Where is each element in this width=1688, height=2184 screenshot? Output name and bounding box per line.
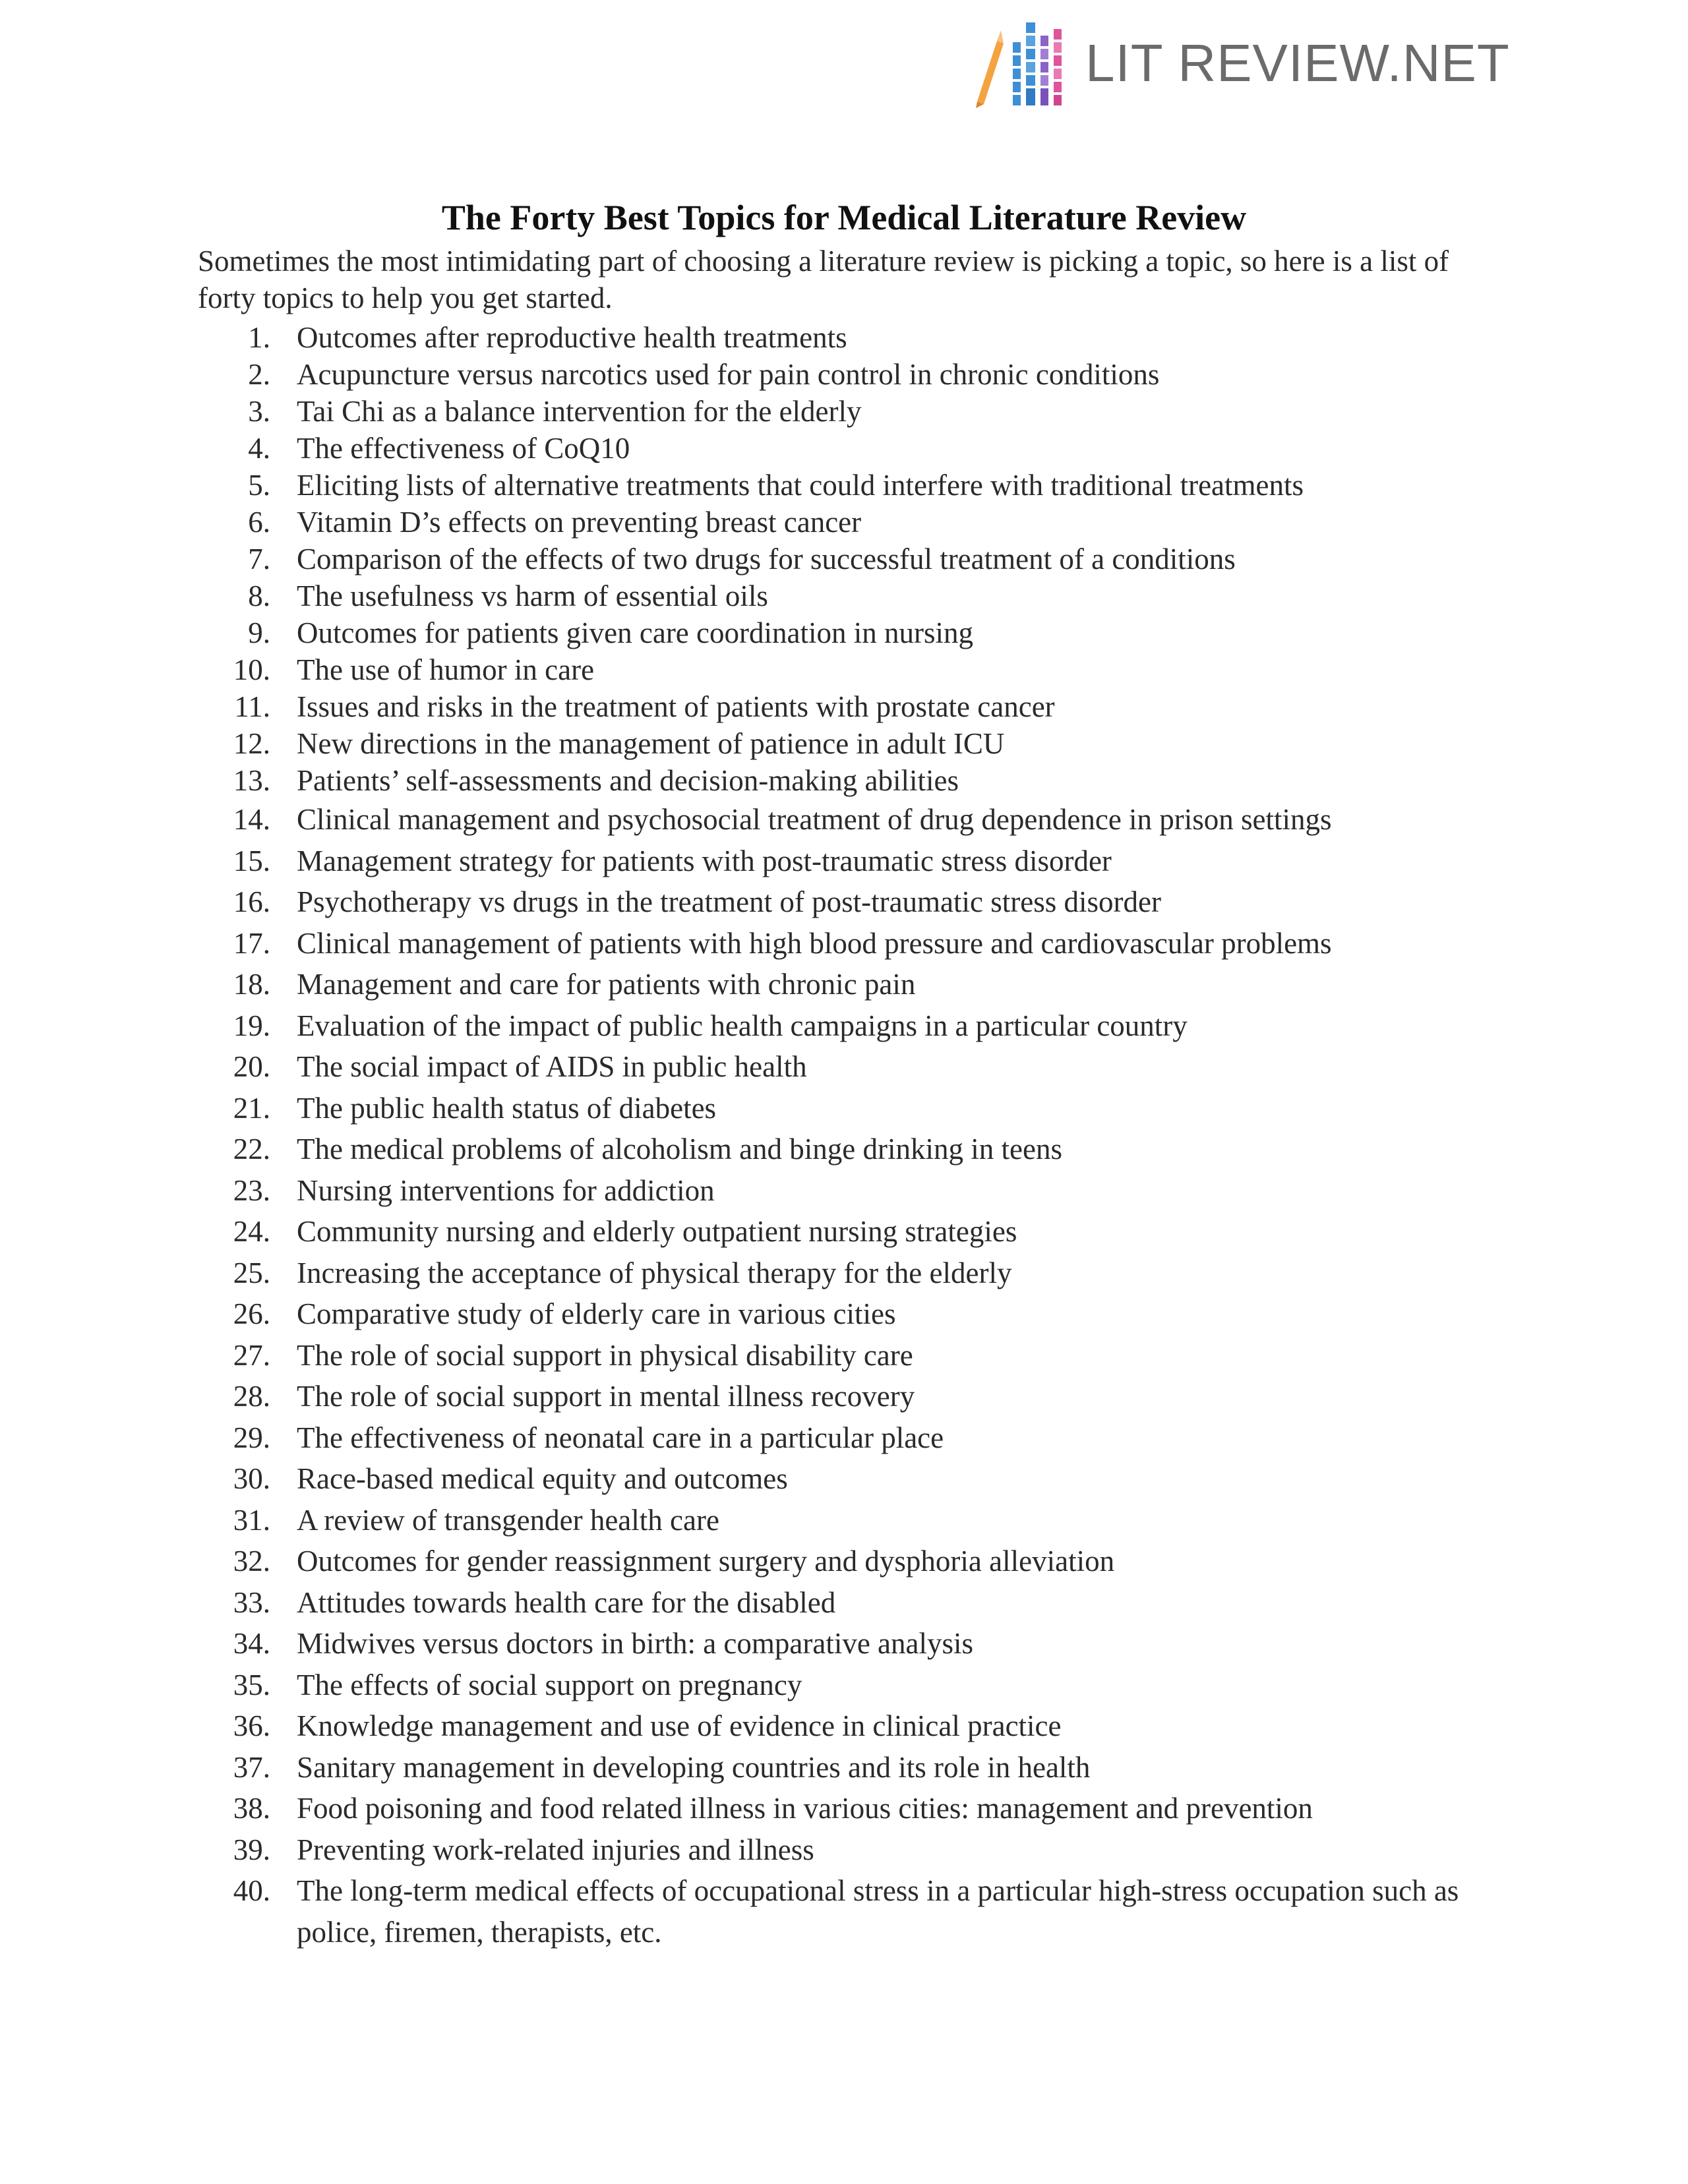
list-item-number: 31.: [233, 1503, 270, 1537]
list-item-number: 18.: [233, 968, 270, 1001]
list-item: [198, 1705, 1503, 1747]
list-item: [198, 614, 1503, 651]
list-item: [198, 1582, 1503, 1624]
list-item: [198, 393, 1503, 430]
list-item-text: The public health status of diabetes: [297, 1091, 717, 1125]
list-item-number: 34.: [233, 1627, 270, 1660]
site-logo[interactable]: [968, 17, 1510, 109]
list-item: [198, 1500, 1503, 1541]
list-item-number: 25.: [233, 1256, 270, 1289]
list-item-text: Psychotherapy vs drugs in the treatment of post-traumatic stress disorder: [297, 885, 1161, 918]
list-item-number: 22.: [233, 1133, 270, 1166]
list-item-number: 37.: [233, 1750, 270, 1784]
list-item-text: Increasing the acceptance of physical therapy for the elderly: [297, 1256, 1012, 1289]
list-item: [198, 1747, 1503, 1788]
list-item-text: Vitamin D’s effects on preventing breast cancer: [297, 506, 862, 539]
list-item-text: Preventing work-related injuries and illness: [297, 1833, 814, 1866]
list-item: [198, 881, 1503, 923]
list-item-number: 15.: [233, 844, 270, 877]
list-item: [198, 1129, 1503, 1170]
intro-paragraph: Sometimes the most intimidating part of choosing a literature review is picking a topic, so here is a list of forty topics to help you get started.: [198, 245, 1449, 314]
list-item-text: Attitudes towards health care for the disabled: [297, 1585, 836, 1619]
list-item-number: 39.: [233, 1833, 270, 1866]
list-item-text: Outcomes for patients given care coordination in nursing: [297, 616, 973, 649]
list-item-text: Issues and risks in the treatment of patients with prostate cancer: [297, 690, 1055, 723]
list-item-text: The effectiveness of CoQ10: [297, 432, 630, 465]
list-item: [198, 1458, 1503, 1500]
list-item: [198, 356, 1503, 393]
list-item: [198, 725, 1503, 762]
list-item-text: Clinical management of patients with high blood pressure and cardiovascular problems: [297, 926, 1332, 960]
list-item: [198, 1253, 1503, 1294]
list-item-text: The role of social support in mental illness recovery: [297, 1380, 915, 1413]
list-item-text: Midwives versus doctors in birth: a comparative analysis: [297, 1627, 974, 1660]
list-item-number: 3.: [248, 395, 270, 428]
topic-list: [198, 319, 1503, 1953]
list-item: [198, 319, 1503, 356]
list-item-text: Management strategy for patients with post-traumatic stress disorder: [297, 844, 1112, 877]
list-item-number: 26.: [233, 1297, 270, 1330]
list-item: [198, 504, 1503, 541]
list-item-text: Eliciting lists of alternative treatments that could interfere with traditional treatments: [297, 469, 1304, 502]
list-item-number: 4.: [248, 432, 270, 465]
list-item-text: Community nursing and elderly outpatient nursing strategies: [297, 1215, 1017, 1248]
list-item: [198, 1623, 1503, 1665]
list-item-number: 2.: [248, 358, 270, 391]
list-item-number: 8.: [248, 579, 270, 612]
list-item-text: Food poisoning and food related illness in various cities: management and prevention: [297, 1792, 1313, 1825]
list-item: [198, 467, 1503, 504]
list-item-text: Comparative study of elderly care in various cities: [297, 1297, 896, 1330]
logo-text: LIT REVIEW.NET: [1085, 34, 1510, 92]
list-item-text: The medical problems of alcoholism and binge drinking in teens: [297, 1133, 1062, 1166]
list-item-number: 16.: [233, 885, 270, 918]
list-item-text: Nursing interventions for addiction: [297, 1173, 715, 1207]
list-item-number: 38.: [233, 1792, 270, 1825]
list-item: [198, 577, 1503, 614]
list-item: [198, 1335, 1503, 1376]
list-item-number: 1.: [248, 321, 270, 354]
page-title: The Forty Best Topics for Medical Literature Review: [441, 198, 1247, 237]
list-item-number: 10.: [233, 653, 270, 686]
list-item-text: Comparison of the effects of two drugs for successful treatment of a conditions: [297, 543, 1236, 576]
pencil-icon: [976, 30, 1004, 108]
list-item-number: 13.: [233, 764, 270, 797]
list-item-text: Outcomes after reproductive health treatments: [297, 321, 847, 354]
list-item-text: Knowledge management and use of evidence in clinical practice: [297, 1709, 1062, 1742]
list-item-number: 29.: [233, 1421, 270, 1454]
list-item-text: Management and care for patients with chronic pain: [297, 968, 916, 1001]
list-item-text: Clinical management and psychosocial treatment of drug dependence in prison settings: [297, 803, 1332, 836]
list-item-number: 28.: [233, 1380, 270, 1413]
list-item-number: 12.: [233, 727, 270, 760]
list-item-number: 30.: [233, 1462, 270, 1495]
list-item: [198, 1005, 1503, 1047]
list-item-text: New directions in the management of patience in adult ICU: [297, 727, 1005, 760]
list-item: [198, 1870, 1503, 1953]
list-item: [198, 1088, 1503, 1129]
list-item-text: Outcomes for gender reassignment surgery and dysphoria alleviation: [297, 1545, 1115, 1578]
list-item: [198, 1541, 1503, 1582]
list-item: [198, 1170, 1503, 1212]
list-item-text: A review of transgender health care: [297, 1503, 719, 1537]
list-item-text: Sanitary management in developing countries and its role in health: [297, 1750, 1091, 1784]
list-item-text: Acupuncture versus narcotics used for pain control in chronic conditions: [297, 358, 1160, 391]
list-item: [198, 541, 1503, 577]
list-item-number: 21.: [233, 1091, 270, 1125]
list-item-number: 14.: [233, 803, 270, 836]
list-item-number: 35.: [233, 1668, 270, 1701]
list-item-text: The long-term medical effects of occupational stress in a particular high-stress occupation such as police, firemen, therapists, etc.: [297, 1874, 1459, 1949]
list-item-text: The social impact of AIDS in public health: [297, 1050, 807, 1083]
list-item-number: 9.: [248, 616, 270, 649]
list-item-number: 6.: [248, 506, 270, 539]
list-item-number: 36.: [233, 1709, 270, 1742]
list-item: [198, 1788, 1503, 1829]
list-item-text: Race-based medical equity and outcomes: [297, 1462, 788, 1495]
list-item-number: 23.: [233, 1173, 270, 1207]
list-item: [198, 964, 1503, 1005]
books-pencil-icon: [968, 17, 1067, 109]
list-item: [198, 762, 1503, 799]
list-item-number: 33.: [233, 1585, 270, 1619]
list-item: [198, 1665, 1503, 1706]
list-item-text: Patients’ self-assessments and decision-making abilities: [297, 764, 959, 797]
list-item: [198, 651, 1503, 688]
list-item: [198, 1417, 1503, 1459]
list-item-number: 32.: [233, 1545, 270, 1578]
list-item-text: The role of social support in physical disability care: [297, 1338, 913, 1372]
list-item: [198, 688, 1503, 725]
list-item: [198, 1829, 1503, 1871]
list-item-text: The effectiveness of neonatal care in a particular place: [297, 1421, 944, 1454]
list-item-number: 5.: [248, 469, 270, 502]
list-item-text: The use of humor in care: [297, 653, 595, 686]
list-item-number: 17.: [233, 926, 270, 960]
list-item: [198, 1046, 1503, 1088]
list-item-text: Tai Chi as a balance intervention for the elderly: [297, 395, 862, 428]
list-item-number: 40.: [233, 1874, 270, 1907]
list-item-number: 19.: [233, 1009, 270, 1042]
list-item: [198, 799, 1503, 841]
list-item-text: The usefulness vs harm of essential oils: [297, 579, 768, 612]
list-item-text: Evaluation of the impact of public health campaigns in a particular country: [297, 1009, 1188, 1042]
list-item: [198, 841, 1503, 882]
list-item: [198, 1211, 1503, 1253]
list-item-number: 7.: [248, 543, 270, 576]
books-icon: [1013, 22, 1062, 105]
list-item: [198, 430, 1503, 467]
list-item: [198, 923, 1503, 964]
list-item-number: 20.: [233, 1050, 270, 1083]
list-item: [198, 1376, 1503, 1417]
list-item: [198, 1293, 1503, 1335]
list-item-number: 24.: [233, 1215, 270, 1248]
list-item-number: 27.: [233, 1338, 270, 1372]
list-item-number: 11.: [234, 690, 270, 723]
list-item-text: The effects of social support on pregnancy: [297, 1668, 802, 1701]
